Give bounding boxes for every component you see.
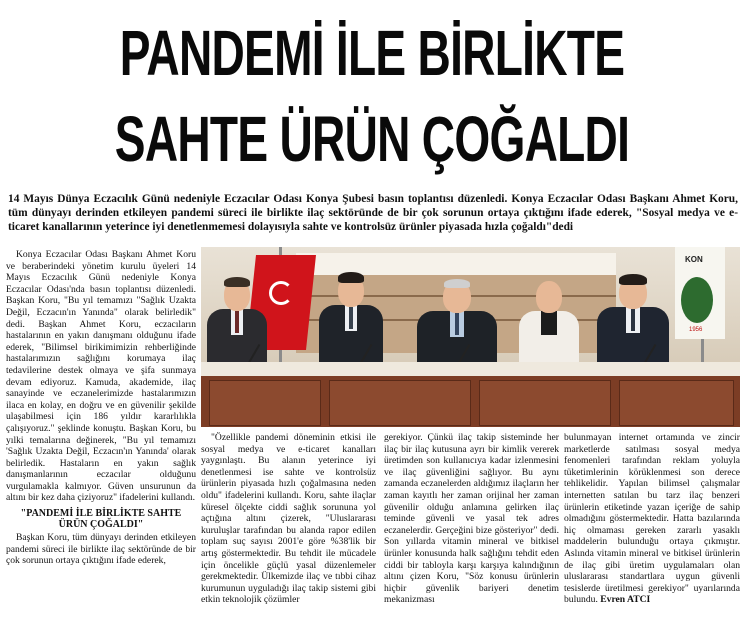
column-2-paragraph: "Özellikle pandemi döneminin etkisi ile sosyal medya ve e-ticaret kanalları yaygınlaştı. Bu alanın yeterince iyi denetlenmesi ise sahte ve kontrolsüz ürünlerin piyasada hızlı çoğalmasına neden oldu" ifadelerini kullandı. Koru, sahte ilaçlar küresel ölçekte ciddi sağlık sorununa yol açtığına altını çizerek, "Uluslararası kuruluşlar tarafından bu alanda rapor edilen toplam suç sayısı 2001'e göre %38'lik bir artış göstermektedir. Bu tehdit ile mücadele için öncelikle güçlü yasal düzenlemeler gerekmektedir. Ülkemizde ilaç ve tıbbi cihaz kurumunun uyguladığı ilaç takip sistemi gibi etkin teknolojik çözümler [201,432,376,606]
konya-flag-text: KON [685,255,703,264]
column-1-paragraph: Konya Eczacılar Odası Başkanı Ahmet Koru ve beraberindeki yönetim kurulu üyeleri 14 Mayıs Eczacılık Günü nedeniyle Konya Eczacılar Odası'nda basın toplantısı düzenledi. Başkan Koru, "Bu yıl temamızı "Sağlık Uzakta Değil, Eczacın'ın Yanında" olarak belirledik" dedi. Başkan Ahmet Koru, eczacıların hastalarının en yakın danışmanı olduğunu ifade ederek, "Bilimsel birikimimizin rehberliğinde hastalarımızın sağlığını korumaya ilaç tedavilerine destek olmaya ve şifa sunmaya devam ediyoruz. Kamuda, akademide, ilaç sanayinde ve eczanelerimizde hastalarımızın ilaca en kolay, en doğru ve en güvenilir şekilde ulaşabilmesi için 186 yıldır kararlılıkla çalışıyoruz." şeklinde konuştu. Başkan Koru, bu yılki temalarına değinerek, "Bu yıl temamızı 'Sağlık Uzakta Değil, Eczacın'ın Yanında' olarak belirledik. Hastaların en yakın sağlık danışmanlarının eczacılar olduğunu vurgulamakla kalmıyor. Güven unsurunun da altını bir kez daha çiziyoruz" ifadelerini kullandı. [6,249,196,504]
table-panel [209,380,321,426]
author-signature: Evren ATCI [600,594,651,606]
article-column-2 [201,432,376,632]
column-3-paragraph: gerekiyor. Çünkü ilaç takip sisteminde her ilaç bir ilaç kutusuna ayrı bir kimlik vererek üretimden son kullanıcıya kadar izlenmesini ve ilaç güvenliğini sağlıyor. Bu aynı zamanda eczanelerden aldığımız ilaçların her zaman kayıtlı her zaman orijinal her zaman güvenilir olduğu anlamına gelirken ilaç teminde güvenli ve yasal tek adres eczanelerdir. Gerçeğini bize gösteriyor" dedi. Son yıllarda vitamin mineral ve bitkisel ürünler konusunda halk sağlığını tehdit eden ciddi bir tabloyla karşı karşıya kalındığının altını çizen Koru, "Söz konusu ürünlerin hiçbir güvenlik bariyeri denetim mekanizması [384,432,559,606]
headline-line-2: SAHTE ÜRÜN ÇOĞALDI [114,103,630,175]
table-top [201,362,740,376]
konya-flag-year: 1956 [689,327,703,333]
flag-crescent-icon [269,281,293,305]
press-conference-photo [201,247,740,427]
table-panel [329,380,471,426]
column-4-paragraph [564,432,740,606]
article-column-1 [6,249,196,632]
table-panel [479,380,611,426]
headline-line-1: PANDEMİ İLE BİRLİKTE [119,17,625,89]
column-4-text: bulunmayan internet ortamında ve zincir marketlerde satılması sosyal medya fenomenleri tarafından reklam yoluyla tüketimlerinin körüklenmesi son derece tehlikelidir. Yapılan bilimsel çalışmalar internetten satılan bu tarz ilaç benzeri ürünlerin etiketinde yazan içeriğe de sahip olmadığını göstermektedir. Hatta bazılarında hiç olmaması gereken zararlı yasaklı maddelerin bulunduğu ortaya çıkmıştır. Aslında vitamin mineral ve bitkisel ürünlerin de ilaç gibi üretim uygulamaları olan uluslararası standartlara uygun güvenli tesislerde üretilmesi gerekiyor" uyarılarında bulundu. [564,432,740,606]
headline [104,10,640,182]
subheading: "PANDEMİ İLE BİRLİKTE SAHTE ÜRÜN ÇOĞALDI" [20,508,182,531]
konya-emblem-icon [681,277,713,323]
lead-paragraph: 14 Mayıs Dünya Eczacılık Günü nedeniyle Eczacılar Odası Konya Şubesi basın toplantısı düzenledi. Konya Eczacılar Odası Başkanı Ahmet Koru, tüm dünyayı derinden etkileyen pandemi süreci ile birlikte ilaç sektöründe de bir çok sorunun ortaya çıktığını ifade ederek, "Sosyal medya ve e-ticaret kanallarının yeterince iyi denetlenmemesi dolayısıyla sahte ve kontrolsüz ürünler piyasada hızla çoğaldı"dedi [8,193,738,234]
column-1-paragraph-2: Başkan Koru, tüm dünyayı derinden etkileyen pandemi süreci ile birlikte ilaç sektöründe de bir çok sorunun ortaya çıktığını ifade ederek, [6,532,196,567]
article-column-3 [384,432,559,632]
article-column-4 [564,432,740,632]
table-panel [619,380,734,426]
